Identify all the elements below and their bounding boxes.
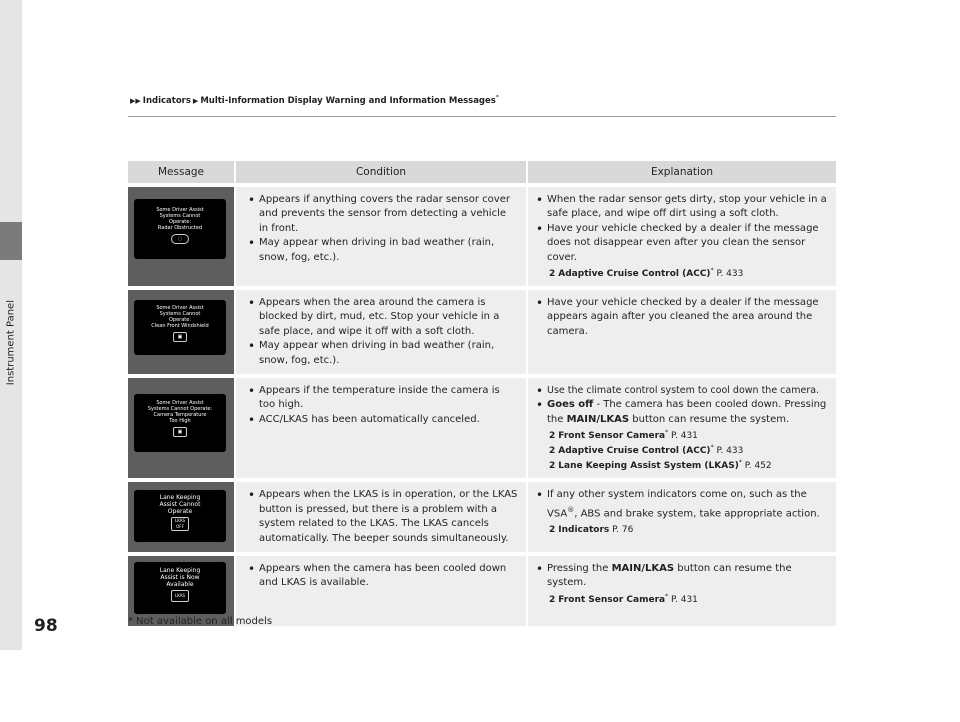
list-item: • Appears when the area around the camera is blocked by dirt, mud, etc. Stop your vehicle in a safe place, and wipe it off with a soft cloth. — [248, 296, 518, 339]
page-reference-link[interactable]: 2 Indicators P. 76 — [549, 525, 634, 536]
list-item: • Have your vehicle checked by a dealer if the message does not disappear even after you clean the sensor cover. — [536, 222, 830, 265]
camera-icon: ▣ — [173, 427, 187, 437]
breadcrumb — [128, 94, 499, 106]
display-screen: Some Driver Assist Systems Cannot Operate: Camera Temperature Too High ▣ — [134, 394, 226, 452]
condition-cell — [234, 290, 526, 374]
reference-arrow-icon: 2 — [549, 594, 556, 605]
display-screen: Lane Keeping Assist Cannot Operate LKAS OFF — [134, 490, 226, 542]
message-thumbnail — [128, 482, 234, 552]
explanation-cell — [526, 187, 836, 286]
list-item: • If any other system indicators come on, such as the VSA®, ABS and brake system, take appropriate action. — [536, 488, 830, 521]
list-item: • Appears when the camera has been cooled down and LKAS is available. — [248, 562, 518, 591]
list-item: • Appears if anything covers the radar sensor cover and prevents the sensor from detecting a vehicle in front. — [248, 193, 518, 236]
reference-arrow-icon: 2 — [549, 446, 556, 457]
breadcrumb-item: Indicators — [142, 95, 191, 106]
reference-arrow-icon: 2 — [549, 525, 556, 536]
column-header-condition: Condition — [234, 161, 526, 183]
reference-arrow-icon: 2 — [549, 461, 556, 472]
page-reference-link[interactable]: 2 Adaptive Cruise Control (ACC)* P. 433 — [549, 267, 744, 280]
condition-cell — [234, 187, 526, 286]
message-thumbnail — [128, 187, 234, 286]
breadcrumb-item: Multi-Information Display Warning and Information Messages — [200, 95, 496, 106]
reference-arrow-icon: 2 — [549, 431, 556, 442]
lkas-off-icon: LKAS OFF — [171, 517, 189, 531]
list-item: • Use the climate control system to cool down the camera. — [536, 384, 830, 398]
breadcrumb-arrow-icon: ▶▶ — [130, 96, 141, 105]
explanation-cell — [526, 556, 836, 626]
camera-icon: ▣ — [173, 332, 187, 342]
table-row — [128, 378, 836, 478]
radar-icon: ◌ — [171, 234, 189, 244]
display-screen: Lane Keeping Assist is Now Available LKAS — [134, 562, 226, 614]
table-header-row — [128, 161, 836, 183]
message-table — [128, 157, 836, 630]
condition-cell — [234, 482, 526, 552]
table-row — [128, 482, 836, 552]
column-header-message: Message — [128, 161, 234, 183]
message-thumbnail — [128, 290, 234, 374]
condition-cell — [234, 556, 526, 626]
page-reference-link[interactable]: 2 Adaptive Cruise Control (ACC)* P. 433 — [549, 444, 744, 457]
list-item: • When the radar sensor gets dirty, stop your vehicle in a safe place, and wipe off dirt using a soft cloth. — [536, 193, 830, 222]
table-row — [128, 187, 836, 286]
list-item: • Have your vehicle checked by a dealer if the message appears again after you cleaned the area around the camera. — [536, 296, 830, 339]
table-row — [128, 290, 836, 374]
sidebar-section-label: Instrument Panel — [5, 300, 17, 386]
reference-arrow-icon: 2 — [549, 269, 556, 280]
list-item: • May appear when driving in bad weather (rain, snow, fog, etc.). — [248, 236, 518, 265]
page-reference-link[interactable]: 2 Front Sensor Camera* P. 431 — [549, 429, 698, 442]
footnote: * Not available on all models — [128, 616, 273, 627]
list-item: • Pressing the MAIN/LKAS button can resume the system. — [536, 562, 830, 591]
explanation-cell — [526, 290, 836, 374]
message-thumbnail — [128, 378, 234, 478]
explanation-cell — [526, 482, 836, 552]
breadcrumb-arrow-icon: ▶ — [192, 96, 199, 105]
page-reference-link[interactable]: 2 Lane Keeping Assist System (LKAS)* P. 452 — [549, 459, 772, 472]
breadcrumb-marker: * — [495, 94, 499, 101]
display-screen: Some Driver Assist Systems Cannot Operate: Radar Obstructed ◌ — [134, 199, 226, 259]
condition-cell — [234, 378, 526, 478]
page-number: 98 — [34, 616, 58, 636]
page-reference-link[interactable]: 2 Front Sensor Camera* P. 431 — [549, 592, 698, 605]
list-item: • May appear when driving in bad weather (rain, snow, fog, etc.). — [248, 339, 518, 368]
camera-icon: LKAS — [171, 590, 189, 602]
list-item: • ACC/LKAS has been automatically canceled. — [248, 413, 518, 427]
list-item: • Appears if the temperature inside the camera is too high. — [248, 384, 518, 413]
column-header-explanation: Explanation — [526, 161, 836, 183]
sidebar-section-marker — [0, 222, 22, 260]
list-item: • Appears when the LKAS is in operation, or the LKAS button is pressed, but there is a problem with a system related to the LKAS. The LKAS cancels automatically. The beeper sounds simultaneously. — [248, 488, 518, 546]
header-rule — [128, 116, 836, 117]
explanation-cell — [526, 378, 836, 478]
list-item: • Goes off - The camera has been cooled down. Pressing the MAIN/LKAS button can resume the system. — [536, 398, 830, 427]
display-screen: Some Driver Assist Systems Cannot Operate: Clean Front Windshield ▣ — [134, 300, 226, 355]
